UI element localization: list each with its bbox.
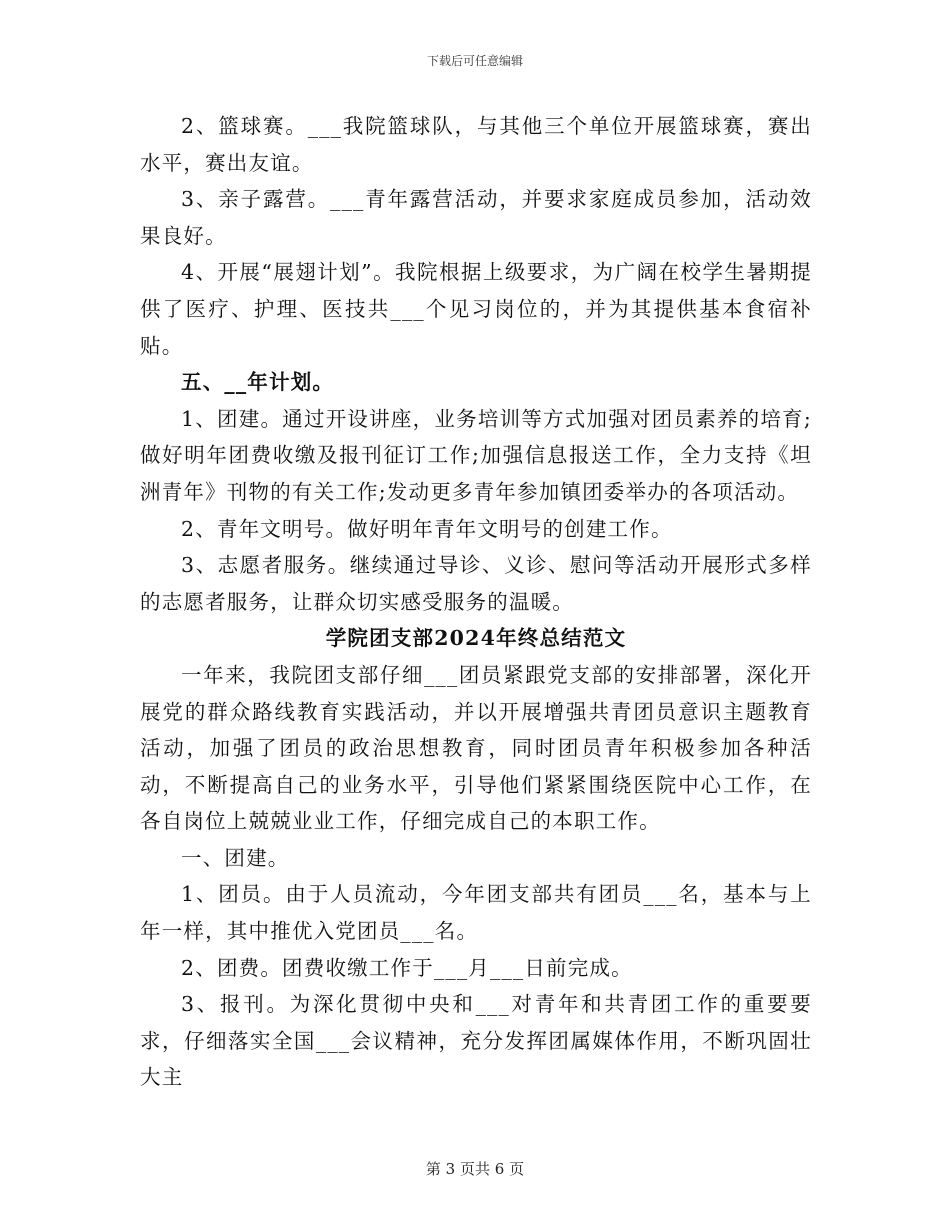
paragraph: 一、团建。	[181, 845, 290, 870]
paragraph: 4、开展“展翅计划”。我院根据上级要求，为广阔在校学生暑期提供了医疗、护理、医技共___个见习岗位的，并为其提供基本食宿补贴。	[140, 260, 812, 358]
paragraph: 2、篮球赛。___我院篮球队，与其他三个单位开展篮球赛，赛出水平，赛出友谊。	[140, 114, 812, 175]
paragraph: 3、志愿者服务。继续通过导诊、义诊、慰问等活动开展形式多样的志愿者服务，让群众切实感受服务的温暖。	[140, 553, 812, 614]
page-number: 第 3 页共 6 页	[425, 1160, 525, 1178]
document-body	[140, 108, 812, 1096]
document-title: 学院团支部2024年终总结范文	[325, 626, 627, 651]
paragraph: 1、团员。由于人员流动，今年团支部共有团员___名，基本与上年一样，其中推优入党团员___名。	[140, 882, 812, 944]
page-header: 下载后可任意编辑	[426, 54, 523, 68]
paragraph: 一年来，我院团支部仔细___团员紧跟党支部的安排部署，深化开展党的群众路线教育实践活动，并以开展增强共青团员意识主题教育活动，加强了团员的政治思想教育，同时团员青年积极参加各种活动，不断提高自己的业务水平，引导他们紧紧围绕医院中心工作，在各自岗位上兢兢业业工作，仔细完成自己的本职工作。	[140, 662, 812, 834]
paragraph: 2、团费。团费收缴工作于___月___日前完成。	[181, 955, 633, 980]
paragraph: 2、青年文明号。做好明年青年文明号的创建工作。	[181, 516, 673, 541]
paragraph: 3、报刊。为深化贯彻中央和___对青年和共青团工作的重要要求，仔细落实全国___会议精神，充分发挥团属媒体作用，不断巩固壮大主	[140, 992, 812, 1090]
paragraph: 1、团建。通过开设讲座，业务培训等方式加强对团员素养的培育;做好明年团费收缴及报刊征订工作;加强信息报送工作，全力支持《坦洲青年》刊物的有关工作;发动更多青年参加镇团委举办的各项活动。	[140, 406, 812, 504]
paragraph: 3、亲子露营。___青年露营活动，并要求家庭成员参加，活动效果良好。	[140, 187, 812, 248]
section-heading: 五、__年计划。	[181, 370, 335, 395]
